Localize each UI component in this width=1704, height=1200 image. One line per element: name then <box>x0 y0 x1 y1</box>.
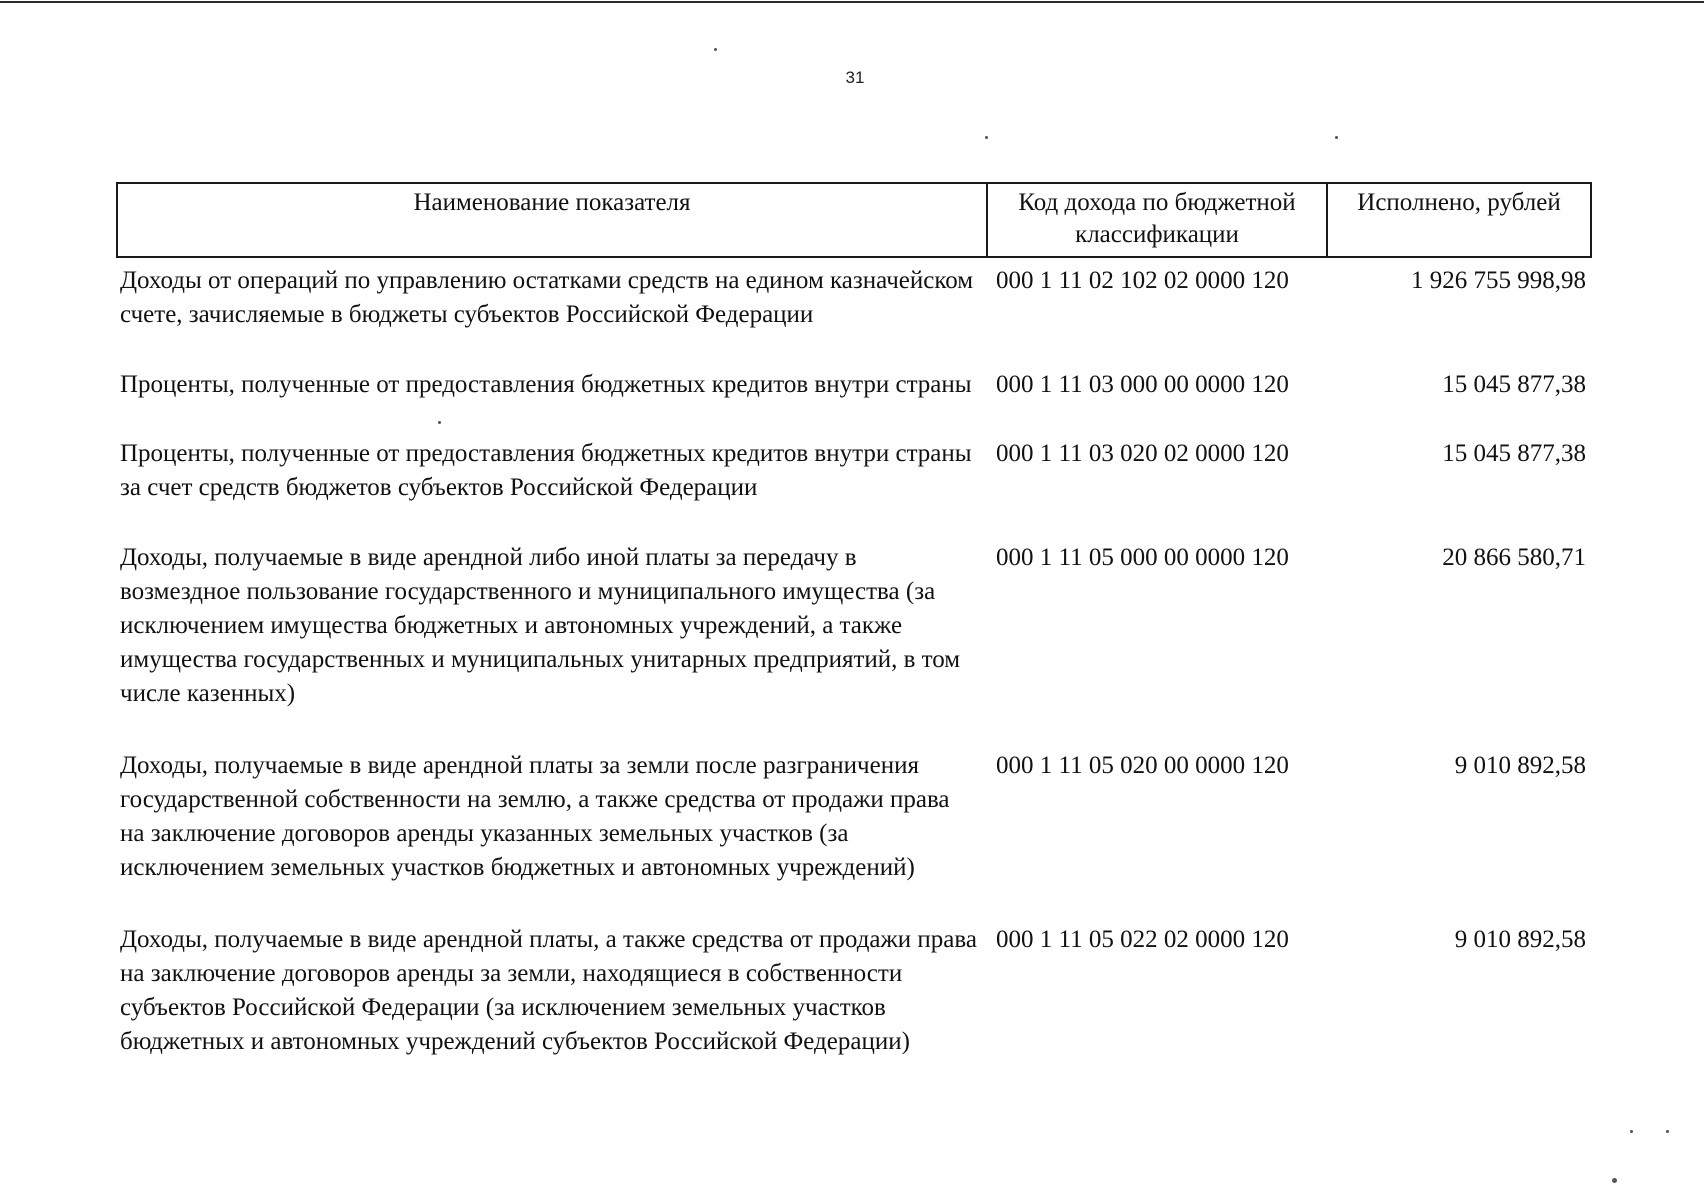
scan-speck <box>714 48 717 51</box>
page-number: 31 <box>845 68 865 87</box>
table-header <box>116 182 1592 258</box>
scan-speck <box>1666 1130 1669 1133</box>
header-indicator-name: Наименование показателя <box>118 184 988 256</box>
row-indicator-name: Проценты, полученные от предоставления бюджетных кредитов внутри страны <box>120 371 972 398</box>
row-indicator-name: Доходы, получаемые в виде арендной платы за земли после разграничения государственной собственности на землю, а также средства от продажи права на заключение договоров аренды указанных земельных участков (за исключением земельных участков бюджетных и автономных учреждений) <box>120 752 950 881</box>
scan-speck <box>985 136 988 139</box>
scan-speck <box>1630 1130 1633 1133</box>
row-income-code: 000 1 11 03 020 02 0000 120 <box>996 440 1289 467</box>
row-income-code: 000 1 11 02 102 02 0000 120 <box>996 267 1289 294</box>
row-indicator-name: Доходы от операций по управлению остатками средств на едином казначейском счете, зачисляемые в бюджеты субъектов Российской Федерации <box>120 267 974 328</box>
scan-speck <box>1335 136 1338 139</box>
row-income-code: 000 1 11 03 000 00 0000 120 <box>996 371 1289 398</box>
row-executed-amount: 15 045 877,38 <box>1442 371 1586 398</box>
scan-speck <box>1612 1178 1617 1183</box>
row-executed-amount: 20 866 580,71 <box>1442 544 1586 571</box>
row-executed-amount: 1 926 755 998,98 <box>1411 267 1586 294</box>
row-income-code: 000 1 11 05 000 00 0000 120 <box>996 544 1289 571</box>
row-income-code: 000 1 11 05 022 02 0000 120 <box>996 926 1289 953</box>
row-indicator-name: Доходы, получаемые в виде арендной платы, а также средства от продажи права на заключение договоров аренды за земли, находящиеся в собственности субъектов Российской Федерации (за исключением земельных участков бюджетных и автономных учреждений субъектов Российской Федерации) <box>120 926 977 1055</box>
row-indicator-name: Проценты, полученные от предоставления бюджетных кредитов внутри страны за счет средств бюджетов субъектов Российской Федерации <box>120 440 972 501</box>
header-income-code: Код дохода по бюджетной классификации <box>988 184 1328 256</box>
row-executed-amount: 9 010 892,58 <box>1454 752 1586 779</box>
row-indicator-name: Доходы, получаемые в виде арендной либо иной платы за передачу в возмездное пользование государственного и муниципального имущества (за исключением имущества бюджетных и автономных учреждений, а также имущества государственных и муниципальных унитарных предприятий, в том числе казенных) <box>120 544 961 707</box>
row-executed-amount: 9 010 892,58 <box>1454 926 1586 953</box>
row-income-code: 000 1 11 05 020 00 0000 120 <box>996 752 1289 779</box>
header-executed-amount: Исполнено, рублей <box>1357 189 1561 216</box>
scan-speck <box>438 421 441 424</box>
scan-top-edge <box>0 1 1704 3</box>
row-executed-amount: 15 045 877,38 <box>1442 440 1586 467</box>
